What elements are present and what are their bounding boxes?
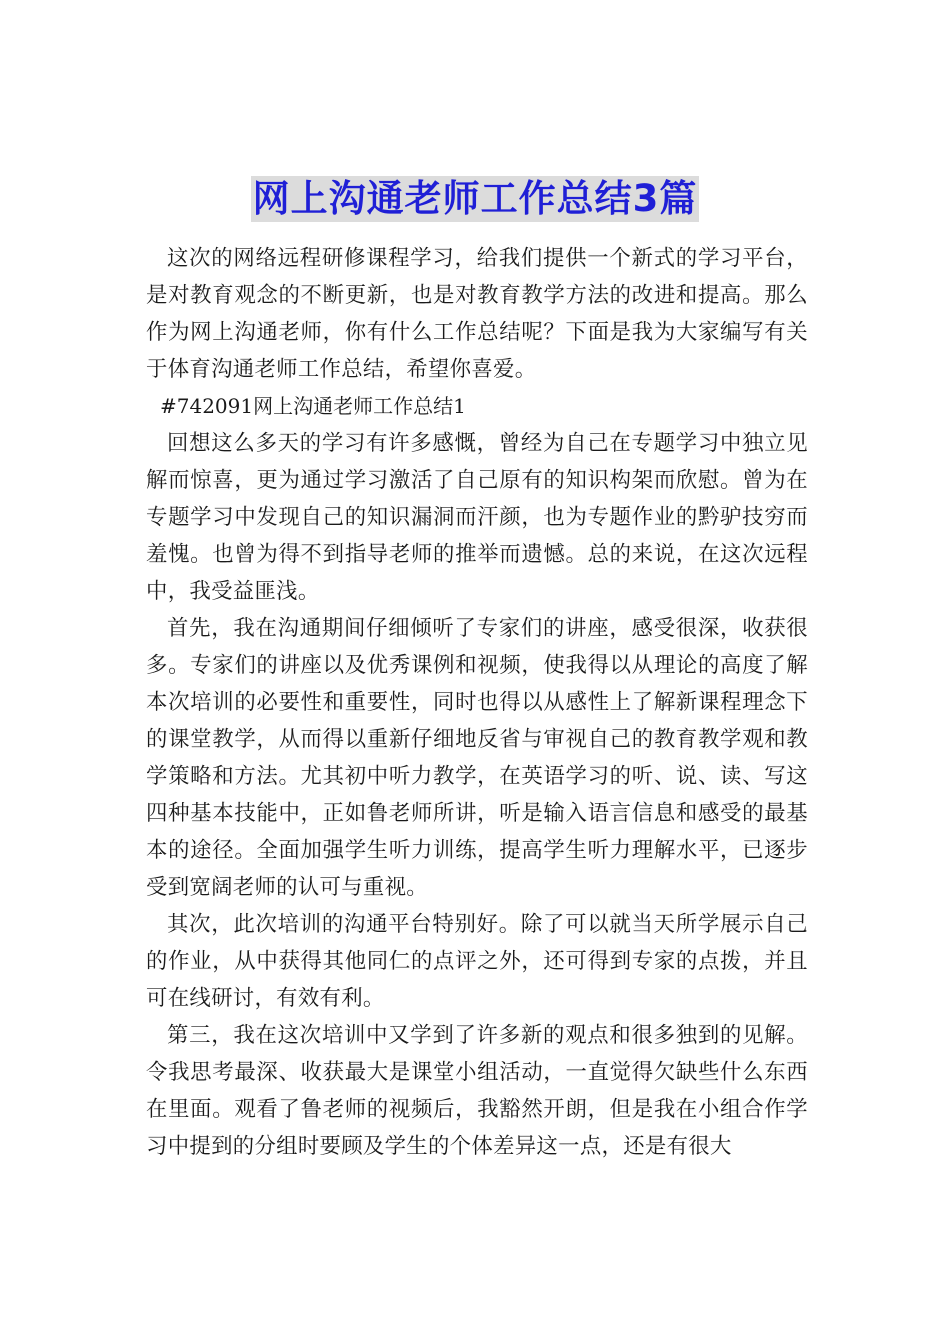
body-paragraph-1: 回想这么多天的学习有许多感慨，曾经为自己在专题学习中独立见解而惊喜，更为通过学习激活了自己原有的知识构架而欣慰。曾为在专题学习中发现自己的知识漏洞而汗颜，也为专题作业的黔驴技穷而羞愧。也曾为得不到指导老师的推举而遗憾。总的来说，在这次远程中，我受益匪浅。 bbox=[146, 431, 808, 604]
document-title: 网上沟通老师工作总结3篇 bbox=[252, 177, 698, 220]
intro-paragraph: 这次的网络远程研修课程学习，给我们提供一个新式的学习平台，是对教育观念的不断更新，也是对教育教学方法的改进和提高。那么作为网上沟通老师，你有什么工作总结呢？下面是我为大家编写有关于体育沟通老师工作总结，希望你喜爱。 bbox=[146, 246, 808, 382]
body-paragraph-2: 首先，我在沟通期间仔细倾听了专家们的讲座，感受很深，收获很多。专家们的讲座以及优秀课例和视频，使我得以从理论的高度了解本次培训的必要性和重要性，同时也得以从感性上了解新课程理念下的课堂教学，从而得以重新仔细地反省与审视自己的教育教学观和教学策略和方法。尤其初中听力教学，在英语学习的听、说、读、写这四种基本技能中，正如鲁老师所讲，听是输入语言信息和感受的最基本的途径。全面加强学生听力训练，提高学生听力理解水平，已逐步受到宽阔老师的认可与重视。 bbox=[146, 616, 808, 900]
body-paragraph-3: 其次，此次培训的沟通平台特别好。除了可以就当天所学展示自己的作业，从中获得其他同仁的点评之外，还可得到专家的点拨，并且可在线研讨，有效有利。 bbox=[146, 912, 808, 1011]
document-body bbox=[146, 240, 808, 1165]
title-container bbox=[0, 176, 950, 222]
body-paragraph-4: 第三，我在这次培训中又学到了许多新的观点和很多独到的见解。令我思考最深、收获最大是课堂小组活动，一直觉得欠缺些什么东西在里面。观看了鲁老师的视频后，我豁然开朗，但是我在小组合作学习中提到的分组时要顾及学生的个体差异这一点，还是有很大 bbox=[146, 1023, 808, 1159]
section-heading: #742091网上沟通老师工作总结1 bbox=[160, 394, 466, 418]
